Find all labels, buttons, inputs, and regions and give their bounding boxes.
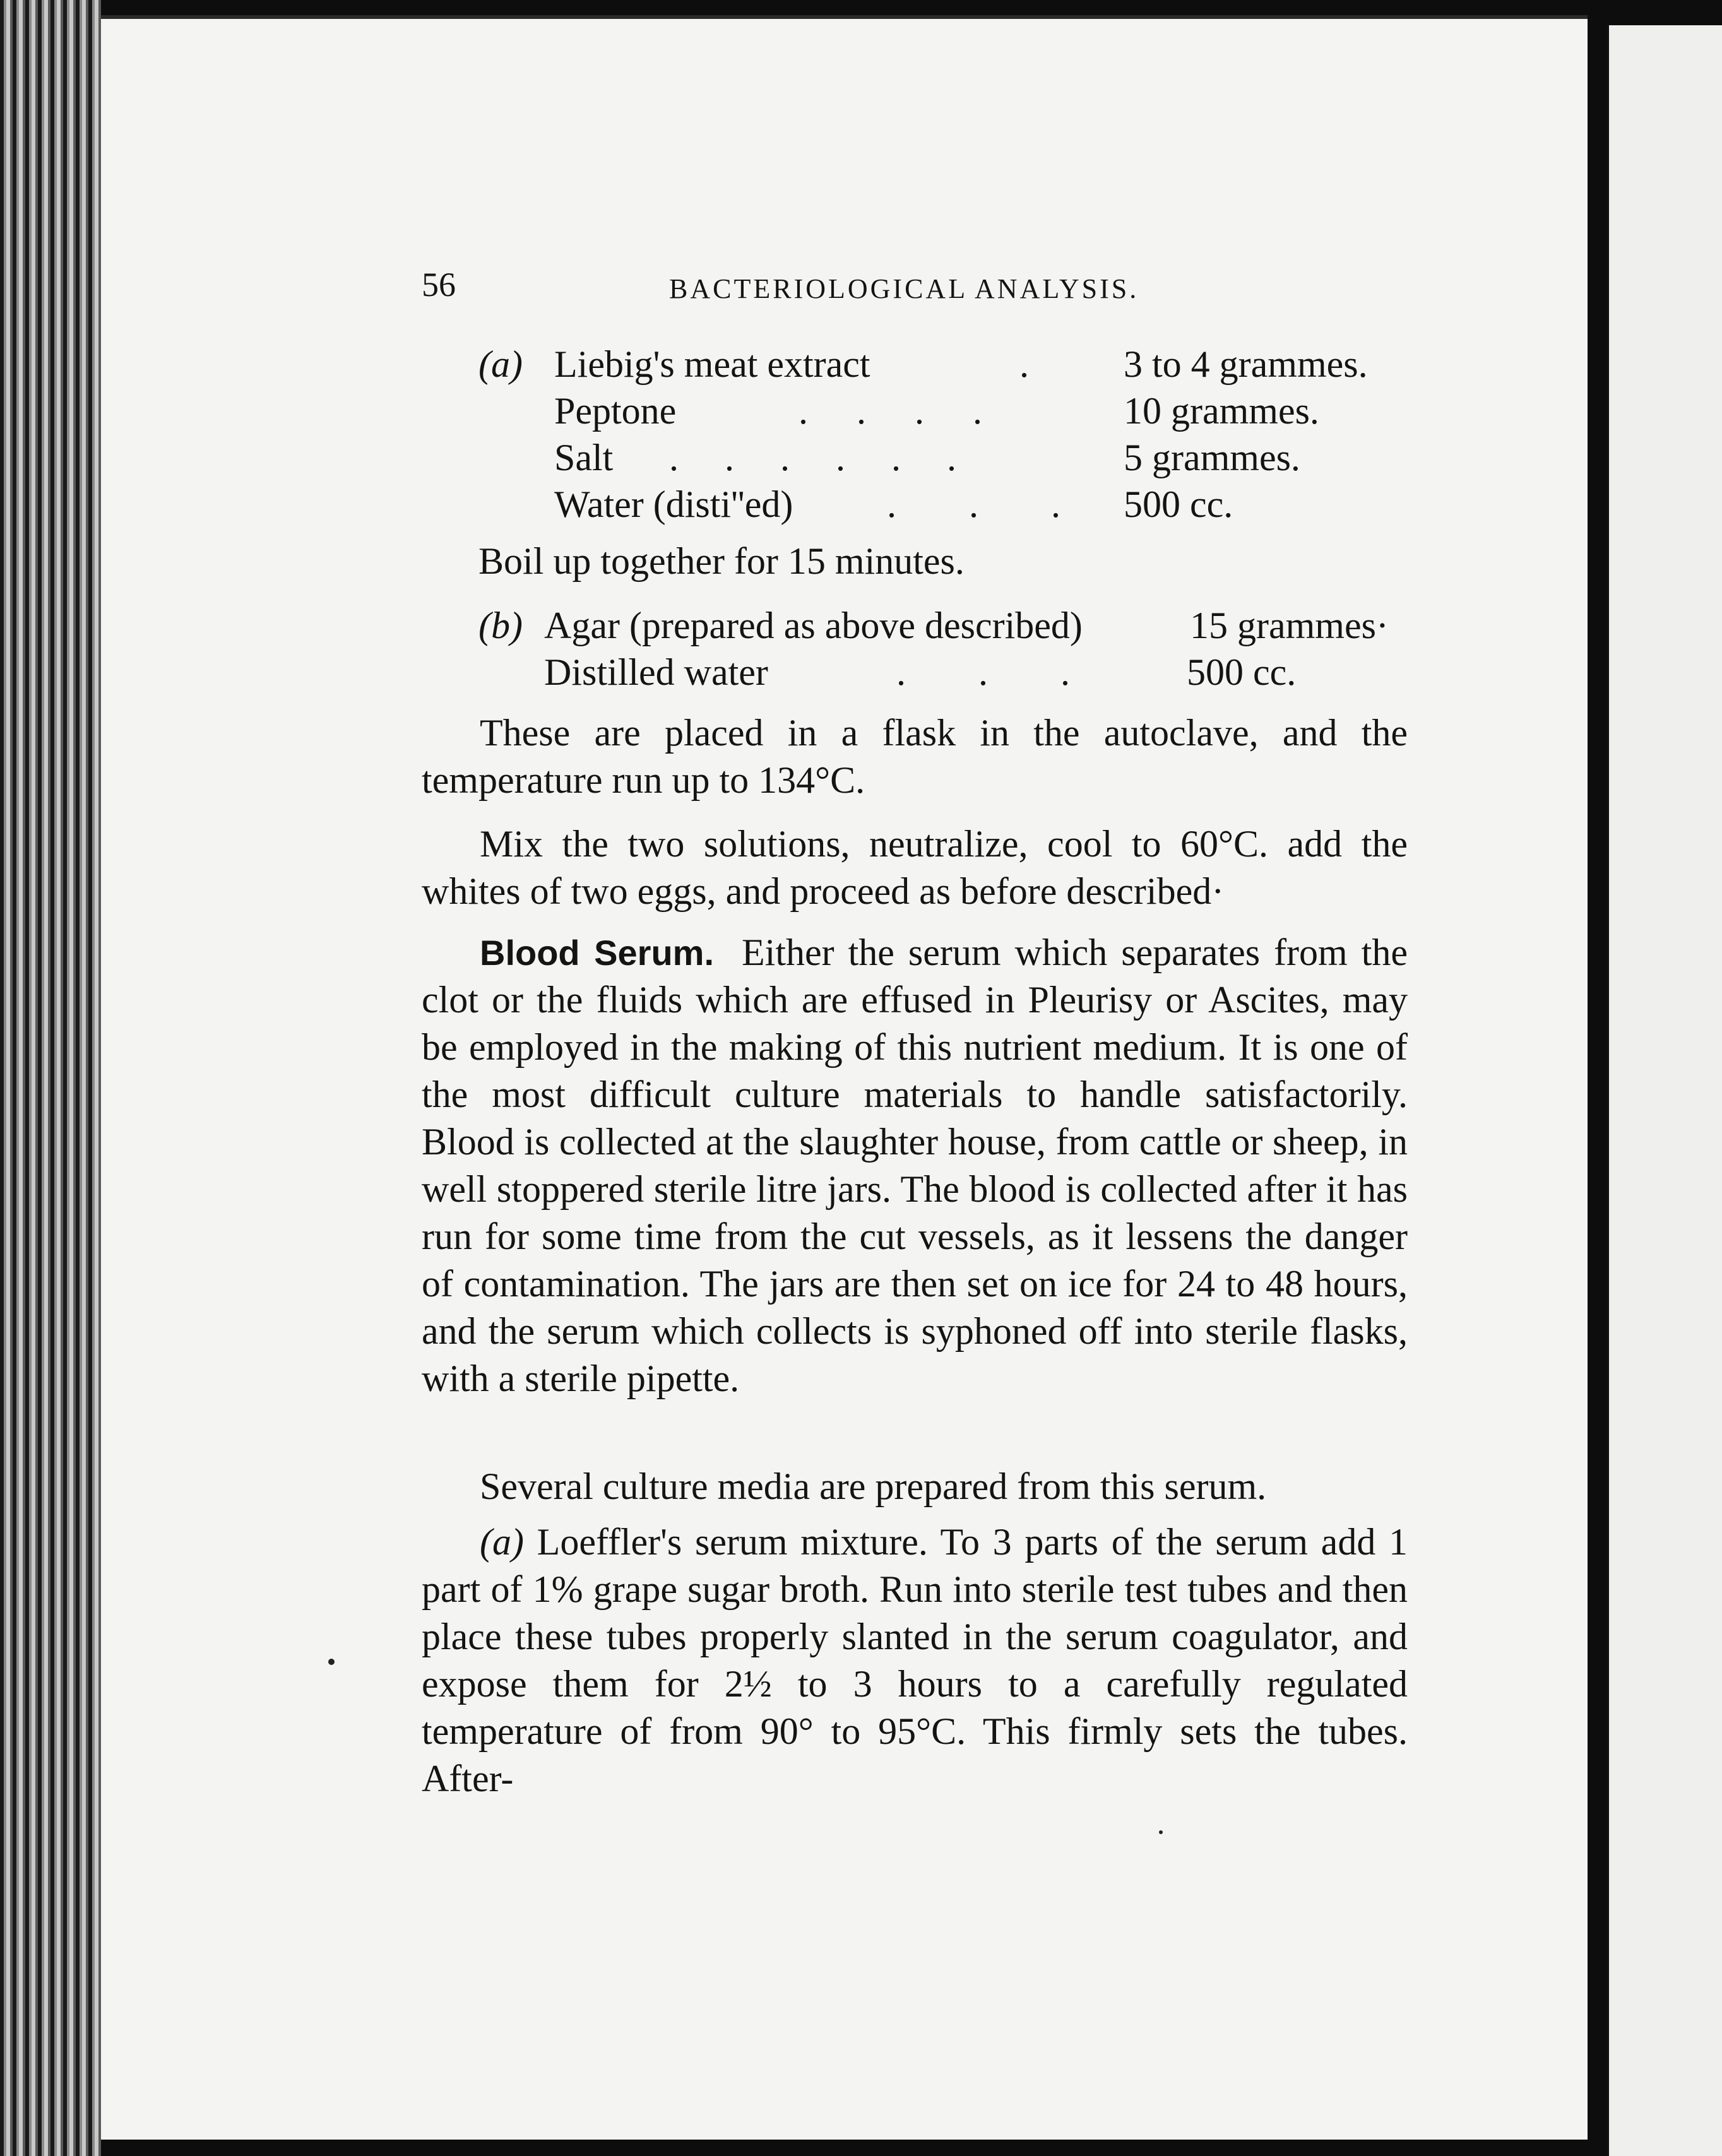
book-page-edges bbox=[0, 0, 101, 2156]
paragraph-text: Mix the two solutions, neutralize, cool to 60°C. add the whites of two eggs, and proceed as before described· bbox=[422, 823, 1408, 912]
paragraph bbox=[422, 1463, 1408, 1510]
recipe-a-row-dots: . . . . . . bbox=[669, 437, 956, 478]
recipe-a-row-amount: 3 to 4 grammes. bbox=[1124, 343, 1368, 385]
recipe-a-row-amount: 500 cc. bbox=[1124, 483, 1233, 525]
paragraph-text: Loeffler's serum mixture. To 3 parts of the serum add 1 part of 1% grape sugar broth. Run into sterile test tubes and then place these tubes properly slanted in the serum coagulator, and expose them for 2½ to 3 hours to a carefully regulated temperature of from 90° to 95°C. This firmly sets the tubes. After- bbox=[422, 1521, 1408, 1799]
recipe-a-marker: (a) bbox=[478, 343, 523, 385]
recipe-a-row-name: Water (disti''ed) bbox=[554, 483, 793, 525]
recipe-a-row-dots: . . . . bbox=[799, 390, 982, 432]
recipe-a-row-amount: 10 grammes. bbox=[1124, 390, 1319, 432]
paragraph-text: Several culture media are prepared from this serum. bbox=[480, 1466, 1267, 1507]
recipe-a-row-amount: 5 grammes. bbox=[1124, 437, 1300, 478]
recipe-a-row-name: Liebig's meat extract bbox=[554, 343, 870, 385]
recipe-b-row-name: Distilled water bbox=[544, 651, 768, 693]
recipe-a-row-dots: . . . bbox=[887, 483, 1060, 525]
page-number: 56 bbox=[422, 266, 456, 304]
recipe-b-marker: (b) bbox=[478, 605, 523, 646]
paragraph bbox=[422, 929, 1408, 1402]
recipe-b-row-name: Agar (prepared as above described) bbox=[544, 605, 1083, 646]
paragraph-text: These are placed in a flask in the autoclave, and the temperature run up to 134°C. bbox=[422, 712, 1408, 801]
recipe-a-instruction: Boil up together for 15 minutes. bbox=[478, 540, 965, 582]
recipe-b-row-amount: 500 cc. bbox=[1187, 651, 1297, 693]
recipe-a-row-name: Peptone bbox=[554, 390, 677, 432]
paragraph bbox=[422, 1519, 1408, 1803]
running-title: BACTERIOLOGICAL ANALYSIS. bbox=[669, 273, 1139, 304]
paragraph bbox=[422, 820, 1408, 915]
section-heading: Blood Serum. bbox=[480, 933, 715, 973]
paragraph-text: Either the serum which separates from the clot or the fluids which are effused in Pleurisy or Ascites, may be employed in the making of this nutrient medium. It is one of the most difficult culture materials to handle satisfactorily. Blood is collected at the slaughter house, from cattle or sheep, in well stoppered sterile litre jars. The blood is collected after it has run for some time from the cut vessels, as it lessens the danger of contamination. The jars are then set on ice for 24 to 48 hours, and the serum which collects is syphoned off into sterile flasks, with a sterile pipette. bbox=[422, 932, 1408, 1399]
facing-page-edge bbox=[1606, 25, 1722, 2156]
recipe-b-row-amount: 15 grammes· bbox=[1190, 605, 1389, 646]
recipe-a-row-name: Salt bbox=[554, 437, 614, 478]
paragraph bbox=[422, 709, 1408, 804]
list-marker: (a) bbox=[480, 1521, 524, 1563]
ink-speck bbox=[1159, 1830, 1163, 1834]
page-gutter bbox=[1588, 0, 1606, 2156]
recipe-a-row-dots: . bbox=[1019, 343, 1029, 385]
recipe-b-row-dots: . . . bbox=[896, 651, 1070, 693]
ink-speck bbox=[328, 1659, 335, 1665]
